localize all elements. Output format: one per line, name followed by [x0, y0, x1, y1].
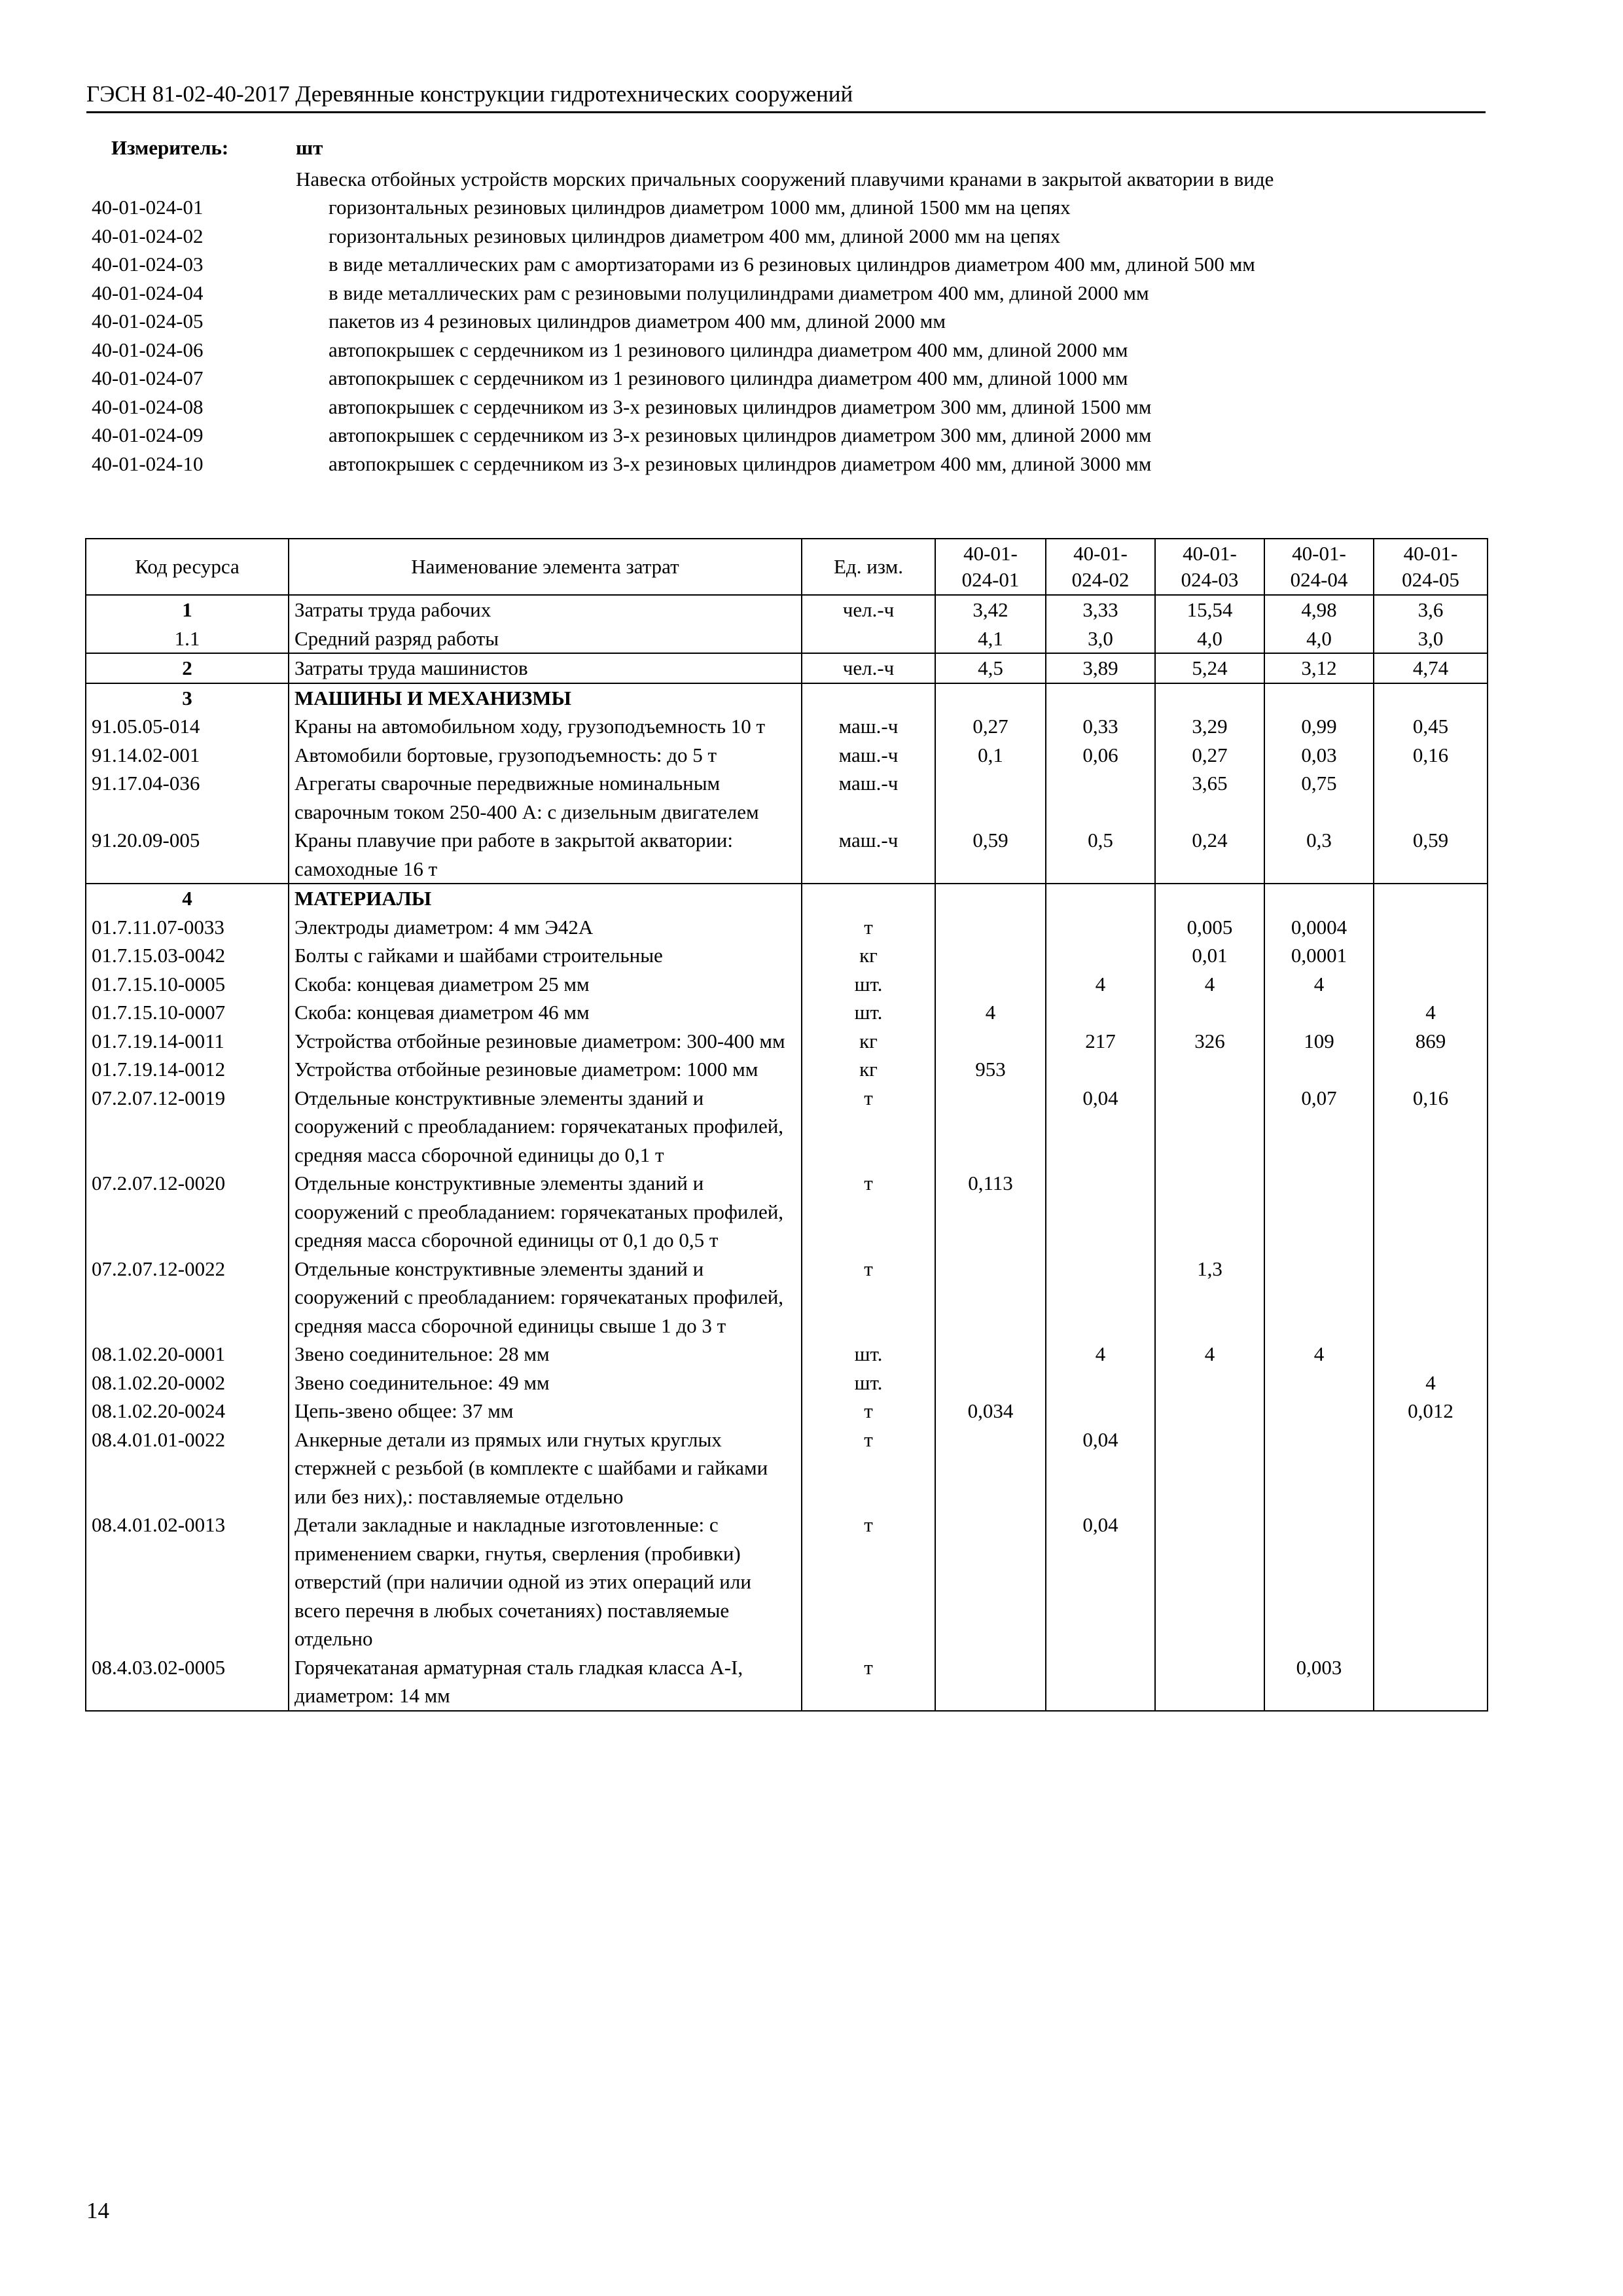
variant-item: [92, 364, 1492, 393]
table-row: [86, 826, 1488, 884]
table-row: [86, 769, 1488, 826]
value-cell: 0,33: [1046, 712, 1155, 741]
resource-name: Средний разряд работы: [289, 624, 802, 654]
table-row: [86, 1255, 1488, 1340]
resource-unit: т: [802, 1169, 935, 1255]
value-cell: 0,3: [1264, 826, 1374, 884]
table-row: [86, 1653, 1488, 1711]
variant-description: в виде металлических рам с амортизаторами из 6 резиновых цилиндров диаметром 400 мм, длиной 500 мм: [329, 253, 1255, 276]
value-cell: [935, 913, 1046, 942]
resource-unit: кг: [802, 1055, 935, 1084]
value-cell: 326: [1155, 1027, 1264, 1056]
variant-item: [92, 193, 1492, 222]
value-cell: 3,0: [1374, 624, 1488, 654]
value-cell: [1374, 683, 1488, 713]
table-intro: [92, 136, 1492, 478]
resource-unit: шт.: [802, 1369, 935, 1397]
header-col-4: 40-01- 024-04: [1264, 539, 1374, 595]
value-cell: 3,0: [1046, 624, 1155, 654]
variant-description: автопокрышек с сердечником из 1 резинового цилиндра диаметром 400 мм, длиной 2000 мм: [329, 338, 1128, 361]
value-cell: [1155, 1653, 1264, 1711]
variant-description: пакетов из 4 резиновых цилиндров диаметром 400 мм, длиной 2000 мм: [329, 310, 946, 332]
value-cell: 0,45: [1374, 712, 1488, 741]
header-col-2: 40-01- 024-02: [1046, 539, 1155, 595]
table-row: [86, 1426, 1488, 1511]
resource-unit: шт.: [802, 998, 935, 1027]
variant-list: [92, 193, 1492, 478]
value-cell: [1155, 1397, 1264, 1426]
measure-unit: шт: [296, 136, 323, 159]
value-cell: [1046, 1255, 1155, 1340]
table-row: [86, 913, 1488, 942]
value-cell: [1155, 1055, 1264, 1084]
resource-code: 1: [86, 595, 289, 624]
variant-item: [92, 279, 1492, 308]
resource-code: 1.1: [86, 624, 289, 654]
resource-unit: шт.: [802, 970, 935, 999]
page-header: [86, 77, 1486, 113]
value-cell: [1374, 769, 1488, 826]
value-cell: 0,012: [1374, 1397, 1488, 1426]
resource-unit: маш.-ч: [802, 741, 935, 770]
resource-unit: т: [802, 1426, 935, 1511]
value-cell: [935, 1653, 1046, 1711]
table-body: [86, 595, 1488, 1711]
resource-name: МАШИНЫ И МЕХАНИЗМЫ: [289, 683, 802, 713]
value-cell: 4: [1046, 970, 1155, 999]
variant-description: автопокрышек с сердечником из 3-х резиновых цилиндров диаметром 300 мм, длиной 1500 мм: [329, 395, 1152, 418]
resource-name: Звено соединительное: 28 мм: [289, 1340, 802, 1369]
variant-item: [92, 393, 1492, 422]
header-name: Наименование элемента затрат: [289, 539, 802, 595]
value-cell: [1155, 1511, 1264, 1653]
resource-code: 07.2.07.12-0019: [86, 1084, 289, 1170]
value-cell: [1046, 998, 1155, 1027]
value-cell: 0,07: [1264, 1084, 1374, 1170]
resource-code: 08.1.02.20-0002: [86, 1369, 289, 1397]
resource-name: Анкерные детали из прямых или гнутых круглых стержней с резьбой (в комплекте с шайбами и гайками или без них),: поставляемые отдельно: [289, 1426, 802, 1511]
value-cell: [935, 1369, 1046, 1397]
resource-code: 4: [86, 884, 289, 913]
variant-description: автопокрышек с сердечником из 1 резинового цилиндра диаметром 400 мм, длиной 1000 мм: [329, 367, 1128, 389]
value-cell: 4,98: [1264, 595, 1374, 624]
resource-code: 08.1.02.20-0024: [86, 1397, 289, 1426]
resource-code: 08.4.01.02-0013: [86, 1511, 289, 1653]
value-cell: [1264, 998, 1374, 1027]
value-cell: [935, 970, 1046, 999]
resource-unit: т: [802, 913, 935, 942]
resource-name: Устройства отбойные резиновые диаметром: 300-400 мм: [289, 1027, 802, 1056]
resource-code: 01.7.19.14-0012: [86, 1055, 289, 1084]
resource-name: Краны на автомобильном ходу, грузоподъемность 10 т: [289, 712, 802, 741]
table-row: [86, 741, 1488, 770]
value-cell: 0,27: [1155, 741, 1264, 770]
value-cell: [935, 683, 1046, 713]
resource-name: Затраты труда рабочих: [289, 595, 802, 624]
variant-code: 40-01-024-02: [92, 224, 204, 247]
value-cell: 3,42: [935, 595, 1046, 624]
resource-name: МАТЕРИАЛЫ: [289, 884, 802, 913]
variant-item: [92, 250, 1492, 279]
table-row: [86, 970, 1488, 999]
value-cell: 0,1: [935, 741, 1046, 770]
value-cell: 0,59: [1374, 826, 1488, 884]
resource-code: 91.05.05-014: [86, 712, 289, 741]
resource-name: Краны плавучие при работе в закрытой акватории: самоходные 16 т: [289, 826, 802, 884]
resource-unit: чел.-ч: [802, 595, 935, 624]
header-title: ГЭСН 81-02-40-2017 Деревянные конструкции гидротехнических сооружений: [86, 81, 853, 107]
value-cell: [1046, 1169, 1155, 1255]
value-cell: [1264, 1255, 1374, 1340]
value-cell: [1046, 1369, 1155, 1397]
value-cell: [935, 941, 1046, 970]
table-row: [86, 1027, 1488, 1056]
variant-description: автопокрышек с сердечником из 3-х резиновых цилиндров диаметром 300 мм, длиной 2000 мм: [329, 423, 1152, 446]
measure-label: Измеритель:: [111, 136, 229, 159]
resource-name: Детали закладные и накладные изготовленные: с применением сварки, гнутья, сверления (пробивки) отверстий (при наличии одной из этих операций или всего перечня в любых сочетаниях) поставляемые отдельно: [289, 1511, 802, 1653]
resource-unit: [802, 683, 935, 713]
value-cell: 5,24: [1155, 653, 1264, 683]
header-col-1: 40-01- 024-01: [935, 539, 1046, 595]
value-cell: 0,06: [1046, 741, 1155, 770]
variant-item: [92, 307, 1492, 336]
table-row: [86, 712, 1488, 741]
header-code: Код ресурса: [86, 539, 289, 595]
value-cell: 953: [935, 1055, 1046, 1084]
resource-code: 01.7.15.10-0005: [86, 970, 289, 999]
table-row: [86, 595, 1488, 624]
value-cell: 3,6: [1374, 595, 1488, 624]
variant-description: горизонтальных резиновых цилиндров диаметром 1000 мм, длиной 1500 мм на цепях: [329, 196, 1071, 219]
value-cell: 4: [1155, 970, 1264, 999]
value-cell: 0,03: [1264, 741, 1374, 770]
value-cell: [1374, 1055, 1488, 1084]
value-cell: 0,0001: [1264, 941, 1374, 970]
value-cell: 3,29: [1155, 712, 1264, 741]
variant-code: 40-01-024-05: [92, 310, 204, 332]
variant-item: [92, 336, 1492, 365]
value-cell: [1264, 1055, 1374, 1084]
resource-name: Скоба: концевая диаметром 46 мм: [289, 998, 802, 1027]
resource-name: Звено соединительное: 49 мм: [289, 1369, 802, 1397]
value-cell: 4: [1374, 998, 1488, 1027]
resource-unit: кг: [802, 1027, 935, 1056]
resource-name: Агрегаты сварочные передвижные номинальным сварочным током 250-400 А: с дизельным двигателем: [289, 769, 802, 826]
header-col-3: 40-01- 024-03: [1155, 539, 1264, 595]
resource-code: 2: [86, 653, 289, 683]
variant-code: 40-01-024-08: [92, 395, 204, 418]
variant-code: 40-01-024-04: [92, 281, 204, 304]
resource-unit: маш.-ч: [802, 826, 935, 884]
value-cell: 217: [1046, 1027, 1155, 1056]
value-cell: [1264, 683, 1374, 713]
resource-code: 08.4.03.02-0005: [86, 1653, 289, 1711]
resource-unit: т: [802, 1397, 935, 1426]
resource-code: 08.4.01.01-0022: [86, 1426, 289, 1511]
resource-code: 91.14.02-001: [86, 741, 289, 770]
table-row: [86, 1340, 1488, 1369]
variant-item: [92, 450, 1492, 478]
value-cell: [1046, 769, 1155, 826]
resource-code: 01.7.15.10-0007: [86, 998, 289, 1027]
resource-unit: маш.-ч: [802, 712, 935, 741]
value-cell: 0,27: [935, 712, 1046, 741]
variant-description: автопокрышек с сердечником из 3-х резиновых цилиндров диаметром 400 мм, длиной 3000 мм: [329, 452, 1152, 475]
variant-description: горизонтальных резиновых цилиндров диаметром 400 мм, длиной 2000 мм на цепях: [329, 224, 1061, 247]
value-cell: 0,16: [1374, 741, 1488, 770]
value-cell: [935, 1511, 1046, 1653]
table-row: [86, 1084, 1488, 1170]
value-cell: 0,005: [1155, 913, 1264, 942]
value-cell: 4: [1374, 1369, 1488, 1397]
resource-unit: [802, 624, 935, 654]
value-cell: [935, 1255, 1046, 1340]
resource-unit: маш.-ч: [802, 769, 935, 826]
value-cell: 4,74: [1374, 653, 1488, 683]
value-cell: [1155, 1084, 1264, 1170]
table-row: [86, 1169, 1488, 1255]
value-cell: 3,33: [1046, 595, 1155, 624]
resource-code: 01.7.11.07-0033: [86, 913, 289, 942]
table-row: [86, 941, 1488, 970]
value-cell: [1264, 884, 1374, 913]
table-row: [86, 1055, 1488, 1084]
value-cell: 4,1: [935, 624, 1046, 654]
value-cell: 869: [1374, 1027, 1488, 1056]
variant-code: 40-01-024-09: [92, 423, 204, 446]
resource-unit: [802, 884, 935, 913]
value-cell: 4: [1155, 1340, 1264, 1369]
section-row: [86, 884, 1488, 913]
resource-name: Затраты труда машинистов: [289, 653, 802, 683]
value-cell: 4,0: [1155, 624, 1264, 654]
variant-code: 40-01-024-03: [92, 253, 204, 276]
value-cell: 0,003: [1264, 1653, 1374, 1711]
value-cell: [1374, 1340, 1488, 1369]
value-cell: [1374, 1511, 1488, 1653]
value-cell: [1046, 1055, 1155, 1084]
resource-code: 91.17.04-036: [86, 769, 289, 826]
value-cell: [1155, 998, 1264, 1027]
value-cell: [935, 1340, 1046, 1369]
resource-unit: т: [802, 1084, 935, 1170]
value-cell: [1046, 941, 1155, 970]
value-cell: [1374, 941, 1488, 970]
value-cell: [935, 884, 1046, 913]
value-cell: 0,034: [935, 1397, 1046, 1426]
value-cell: 0,0004: [1264, 913, 1374, 942]
table-title: Навеска отбойных устройств морских причальных сооружений плавучими кранами в закрытой акватории в виде: [296, 168, 1274, 190]
value-cell: [1374, 1426, 1488, 1511]
value-cell: 4: [935, 998, 1046, 1027]
value-cell: [1155, 884, 1264, 913]
resource-code: 01.7.15.03-0042: [86, 941, 289, 970]
value-cell: 0,04: [1046, 1084, 1155, 1170]
resource-name: Болты с гайками и шайбами строительные: [289, 941, 802, 970]
resource-unit: т: [802, 1255, 935, 1340]
variant-item: [92, 421, 1492, 450]
resource-name: Отдельные конструктивные элементы зданий и сооружений с преобладанием: горячекатаных профилей, средняя масса сборочной единицы от 0,1 до 0,5 т: [289, 1169, 802, 1255]
table-row: [86, 1511, 1488, 1653]
value-cell: 0,04: [1046, 1426, 1155, 1511]
value-cell: [1046, 913, 1155, 942]
value-cell: 0,04: [1046, 1511, 1155, 1653]
resource-code: 3: [86, 683, 289, 713]
resource-name: Цепь-звено общее: 37 мм: [289, 1397, 802, 1426]
value-cell: [1155, 1426, 1264, 1511]
value-cell: 4: [1264, 1340, 1374, 1369]
resource-unit: т: [802, 1653, 935, 1711]
value-cell: [1264, 1369, 1374, 1397]
resource-name: Отдельные конструктивные элементы зданий и сооружений с преобладанием: горячекатаных профилей, средняя масса сборочной единицы свыше 1 до 3 т: [289, 1255, 802, 1340]
variant-item: [92, 222, 1492, 251]
value-cell: [1046, 1397, 1155, 1426]
variant-code: 40-01-024-07: [92, 367, 204, 389]
resource-name: Автомобили бортовые, грузоподъемность: до 5 т: [289, 741, 802, 770]
value-cell: [1374, 1255, 1488, 1340]
value-cell: 3,89: [1046, 653, 1155, 683]
value-cell: 109: [1264, 1027, 1374, 1056]
table-row: [86, 998, 1488, 1027]
resource-code: 07.2.07.12-0020: [86, 1169, 289, 1255]
value-cell: 1,3: [1155, 1255, 1264, 1340]
resource-unit: чел.-ч: [802, 653, 935, 683]
value-cell: 0,16: [1374, 1084, 1488, 1170]
value-cell: [1264, 1511, 1374, 1653]
value-cell: [935, 1426, 1046, 1511]
value-cell: [1264, 1397, 1374, 1426]
value-cell: 15,54: [1155, 595, 1264, 624]
resource-code: 01.7.19.14-0011: [86, 1027, 289, 1056]
resource-table: [85, 538, 1488, 1712]
value-cell: 0,113: [935, 1169, 1046, 1255]
value-cell: [1374, 970, 1488, 999]
resource-unit: кг: [802, 941, 935, 970]
value-cell: 3,65: [1155, 769, 1264, 826]
resource-name: Устройства отбойные резиновые диаметром: 1000 мм: [289, 1055, 802, 1084]
value-cell: [1155, 1369, 1264, 1397]
resource-code: 91.20.09-005: [86, 826, 289, 884]
section-row: [86, 683, 1488, 713]
value-cell: [1155, 683, 1264, 713]
value-cell: [1046, 884, 1155, 913]
value-cell: [1046, 683, 1155, 713]
value-cell: [935, 769, 1046, 826]
resource-name: Отдельные конструктивные элементы зданий и сооружений с преобладанием: горячекатаных профилей, средняя масса сборочной единицы до 0,1 т: [289, 1084, 802, 1170]
value-cell: [1374, 884, 1488, 913]
resource-unit: шт.: [802, 1340, 935, 1369]
value-cell: 0,5: [1046, 826, 1155, 884]
table-row: [86, 1369, 1488, 1397]
resource-name: Электроды диаметром: 4 мм Э42А: [289, 913, 802, 942]
resource-name: Скоба: концевая диаметром 25 мм: [289, 970, 802, 999]
value-cell: 4: [1264, 970, 1374, 999]
resource-name: Горячекатаная арматурная сталь гладкая класса А-I, диаметром: 14 мм: [289, 1653, 802, 1711]
header-unit: Ед. изм.: [802, 539, 935, 595]
value-cell: 4: [1046, 1340, 1155, 1369]
value-cell: 0,75: [1264, 769, 1374, 826]
resource-code: 08.1.02.20-0001: [86, 1340, 289, 1369]
value-cell: 3,12: [1264, 653, 1374, 683]
value-cell: [1264, 1169, 1374, 1255]
variant-code: 40-01-024-06: [92, 338, 204, 361]
value-cell: [1374, 1169, 1488, 1255]
value-cell: 0,24: [1155, 826, 1264, 884]
value-cell: [1374, 913, 1488, 942]
resource-unit: т: [802, 1511, 935, 1653]
table-header-row: [86, 539, 1488, 595]
variant-description: в виде металлических рам с резиновыми полуцилиндрами диаметром 400 мм, длиной 2000 мм: [329, 281, 1149, 304]
value-cell: [1046, 1653, 1155, 1711]
table-row: [86, 624, 1488, 654]
value-cell: [1155, 1169, 1264, 1255]
value-cell: 0,01: [1155, 941, 1264, 970]
value-cell: [1264, 1426, 1374, 1511]
header-col-5: 40-01- 024-05: [1374, 539, 1488, 595]
variant-code: 40-01-024-01: [92, 196, 204, 219]
variant-code: 40-01-024-10: [92, 452, 204, 475]
value-cell: [935, 1084, 1046, 1170]
measure-line: [92, 136, 1492, 165]
value-cell: 4,0: [1264, 624, 1374, 654]
value-cell: [1374, 1653, 1488, 1711]
table-row: [86, 653, 1488, 683]
value-cell: 0,99: [1264, 712, 1374, 741]
value-cell: 4,5: [935, 653, 1046, 683]
resource-code: 07.2.07.12-0022: [86, 1255, 289, 1340]
value-cell: [935, 1027, 1046, 1056]
page-number: 14: [86, 2198, 109, 2223]
value-cell: 0,59: [935, 826, 1046, 884]
table-row: [86, 1397, 1488, 1426]
